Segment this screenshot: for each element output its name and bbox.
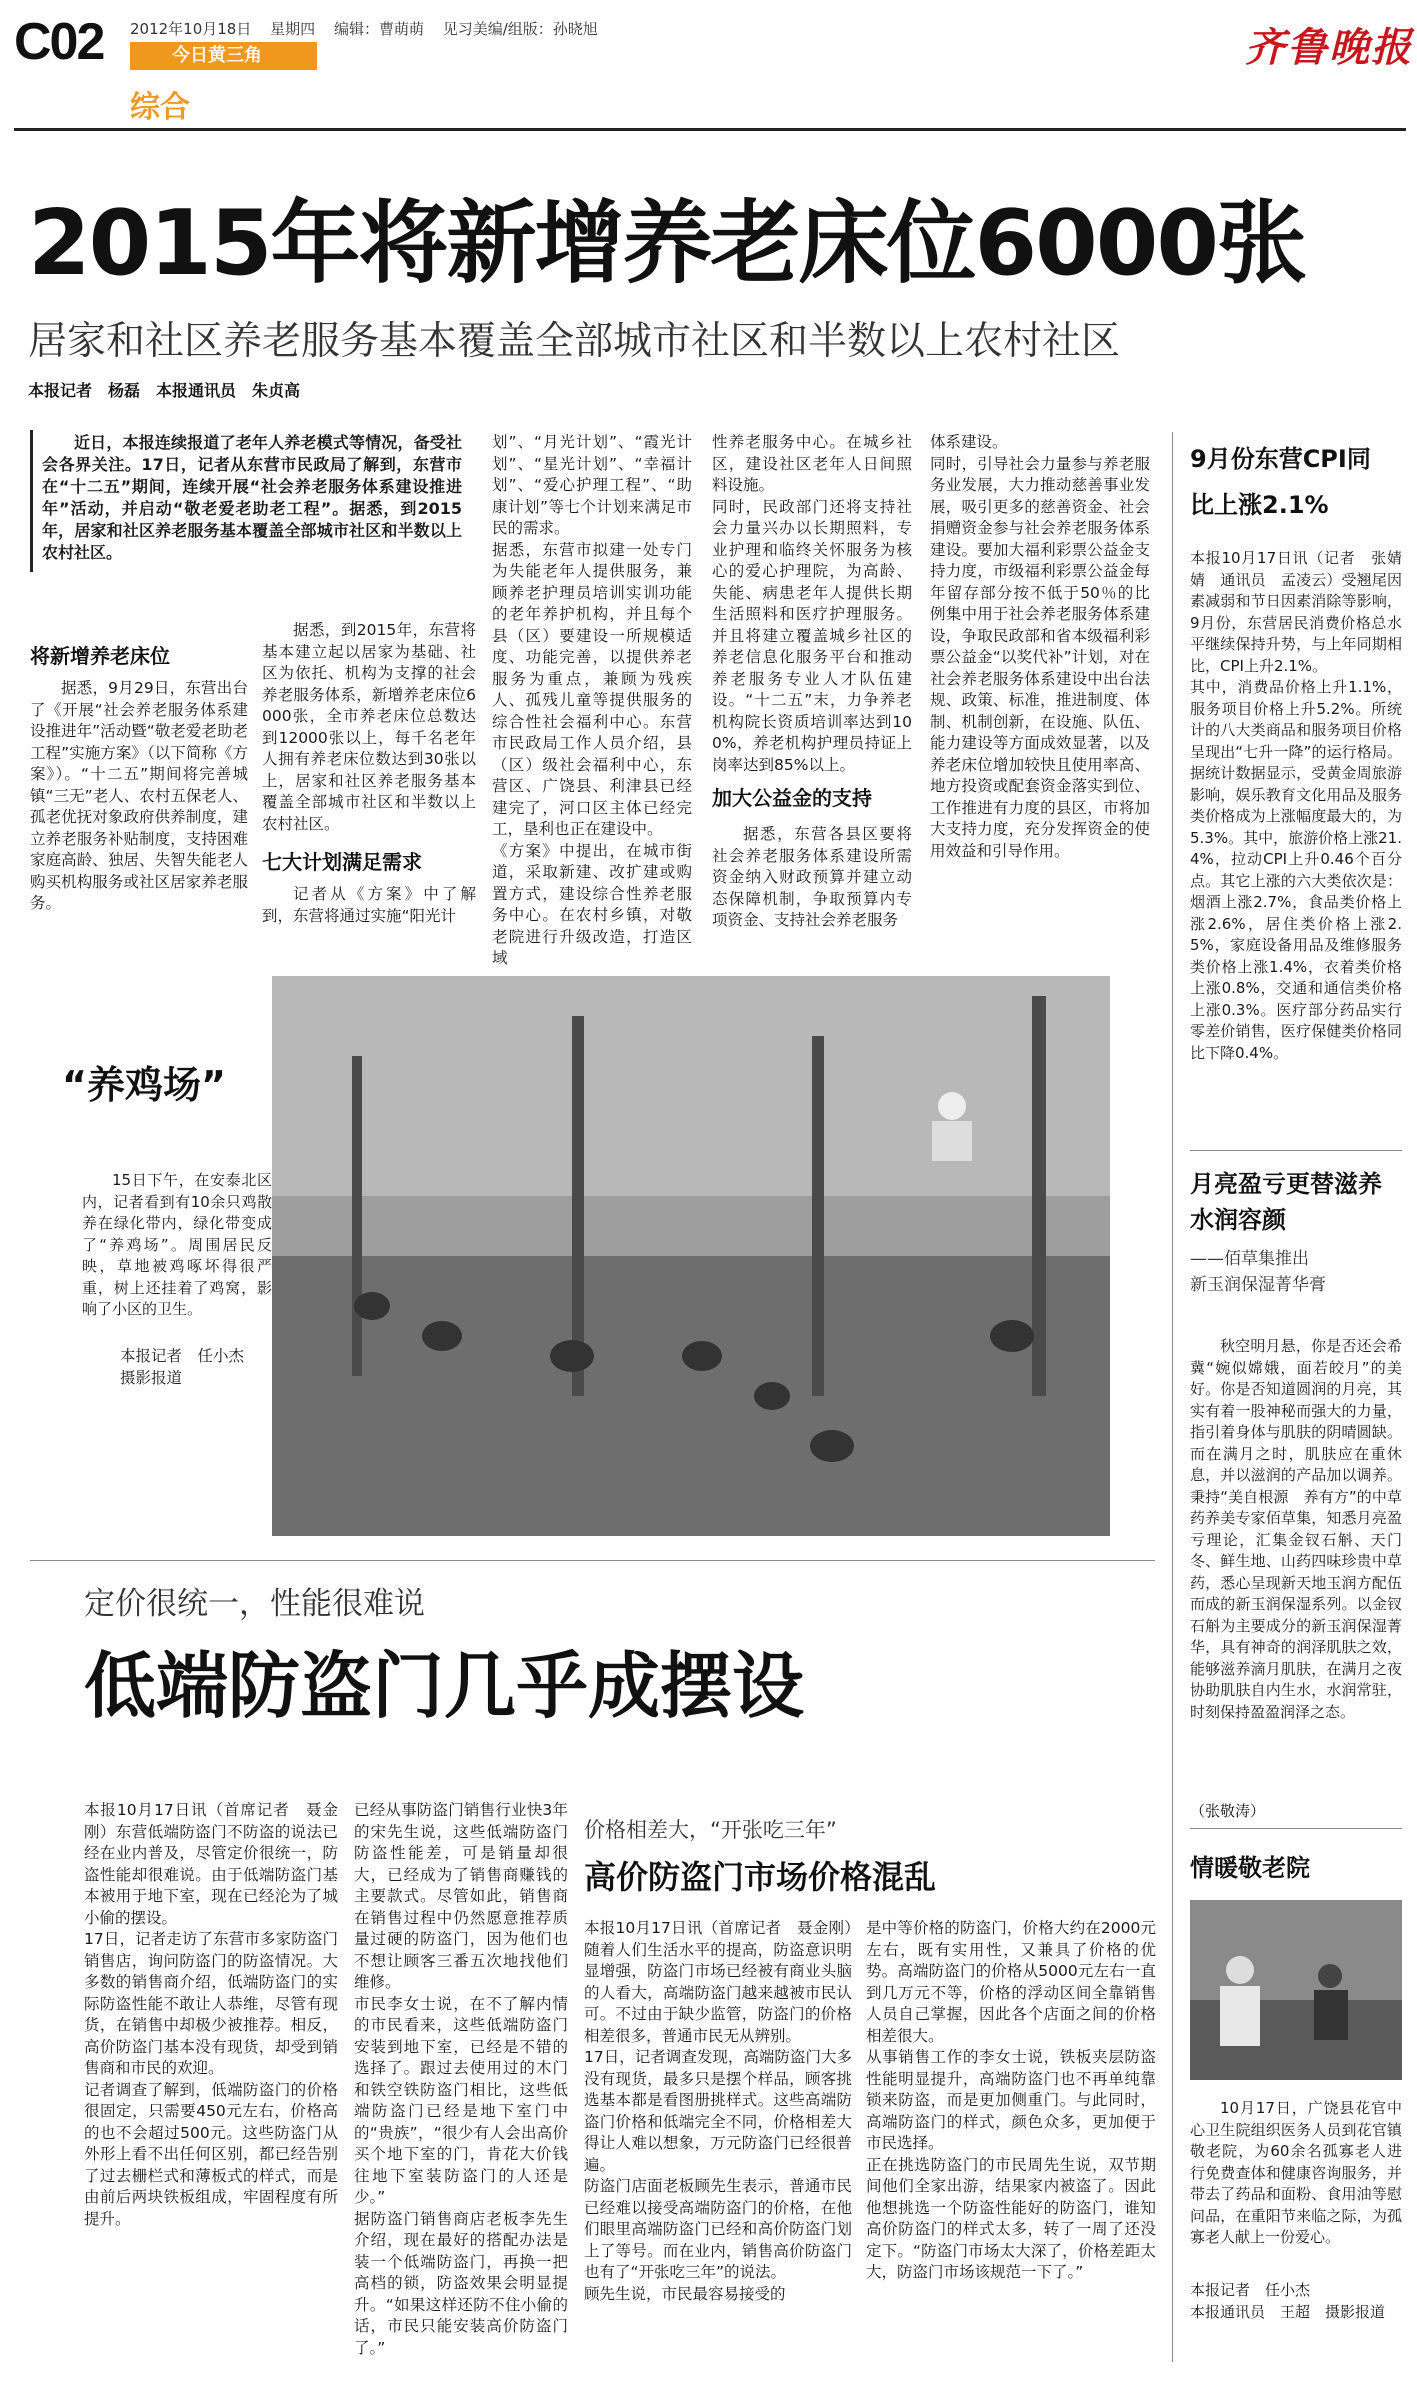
ad-author: （张敬涛） [1190,1802,1266,1820]
section-banner-text: 今日黄三角 [172,45,262,66]
header-rule [14,128,1406,131]
subtitle-plans: 七大计划满足需求 [262,850,422,874]
door-headline: 低端防盗门几乎成摆设 [84,1644,805,1728]
photo-caption: 15日下午，在安泰北区内，记者看到有10余只鸡散养在绿化带内，绿化带变成了“养鸡场”。周围居民反映，草地被鸡啄坏得很严重，树上还挂着了鸡窝，影响了小区的卫生。 [82,1171,272,1318]
cpi-headline [1190,436,1390,528]
nursing-photo [1190,1900,1402,2080]
lead-col3: 划”、“月光计划”、“霞光计划”、“星光计划”、“幸福计划”、“爱心护理工程”、“助康计划”等七个计划来满足市民的需求。 据悉，东营市拟建一处专门为失能老年人提供服务，兼顾养老护理员培训实训功能的老年养护机构，并且每个县（区）要建设一所规模适度、功能完善，以提供养老服务为重点，兼顾为残疾人、孤残儿童等提供服务的综合性社会福利中心。东营市民政局工作人员介绍，县（区）级社会福利中心，东营区、广饶县、利津县已经建完了，河口区主体已经完工，垦利也正在建设中。 《方案》中提出，在城市街道，采取新建、改扩建或购置方式，建设综合性养老服务中心。在农村乡镇，对敬老院进行升级改造，打造区域 [492,433,692,967]
sidebar-rule [1172,432,1173,2362]
intro-rule [30,430,33,572]
door-kicker: 定价很统一，性能很难说 [84,1586,425,1622]
lead-subhead: 居家和社区养老服务基本覆盖全部城市社区和半数以上农村社区 [28,319,1121,364]
date: 2012年10月18日 [130,20,252,38]
door-kicker2: 价格相差大，“开张吃三年” [584,1818,837,1842]
lead-col1: 据悉，9月29日，东营出台了《开展“社会养老服务体系建设推进年”活动暨“敬老爱老助老工程”实施方案》（以下简称《方案》）。“十二五”期间将完善城镇“三无”老人、农村五保老人、孤老优抚对象政府供养制度，建立养老服务补贴制度，支持困难家庭高龄、独居、失智失能老人购买机构服务或社区居家养老服务。 [30,679,248,912]
door-col1: 本报10月17日讯（首席记者 聂金刚）东营低端防盗门不防盗的说法已经在业内普及，尽管定价很统一，防盗性能却很难说。由于低端防盗门基本被用于地下室，现在已经沦为了城小偷的摆设。 17日，记者走访了东营市多家防盗门销售店，询问防盗门的防盗情况。大多数的销售商介绍，低端防盗门的实际防盗性能不敢让人恭维，尽管有现货，在销售中却极少被推荐。相反，高价防盗门基本没有现货，却受到销售商和市民的欢迎。 记者调查了解到，低端防盗门的价格很固定，只需要450元左右，价格高的也不会超过500元。这些防盗门从外形上看不出任何区别，都已经告别了过去栅栏式和薄板式的样式，而是由前后两块铁板组成，牢固程度有所提升。 [84,1801,338,2228]
ad-sub1: ——佰草集推出 [1190,1249,1309,1269]
nursing-text: 10月17日，广饶县花官中心卫生院组织医务人员到花官镇敬老院，为60余名孤寡老人进行免费查体和健康咨询服务，并带去了药品和面粉、食用油等慰问品，在重阳节来临之际，为孤寡老人献上一份爱心。 [1190,2099,1402,2246]
ad-text: 秋空明月悬，你是否还会希冀“婉似嫦娥，面若皎月”的美好。你是否知道圆润的月亮，其实有着一股神秘而强大的力量，指引着身体与肌肤的阴晴圆缺。而在满月之时，肌肤应在重休息，并以滋润的产品加以调养。秉持“美自根源 养有方”的中草药养美专家佰草集，知悉月亮盈亏理论，汇集金钗石斛、天门冬、鲜生地、山药四味珍贵中草药，悉心呈现新天地玉润方配伍而成的新玉润保湿系列。以金钗石斛为主要成分的新玉润保湿菁华，具有神奇的润泽肌肤之效，能够滋养滴月肌肤，在满月之夜协助肌肤自内生水，水润常驻，时刻保持盈盈润泽之态。 [1190,1337,1402,1721]
door-col3: 本报10月17日讯（首席记者 聂金刚）随着人们生活水平的提高，防盗意识明显增强，防盗门市场已经被有商业头脑的人看大，高端防盗门越来越被市民认可。不过由于缺少监管，防盗门的价格相差很多，普通市民无从辨别。 17日，记者调查发现，高端防盗门大多没有现货，最多只是摆个样品，顾客挑选基本都是看图册挑样式。这些高端防盗门价格和低端完全不同，价格相差大得让人难以想象，万元防盗门已经很普遍。 防盗门店面老板顾先生表示，普通市民已经难以接受高端防盗门的价格，在他们眼里高端防盗门已经和高价防盗门划上了等号。而在业内，销售高价防盗门也有了“开张吃三年”的说法。 顾先生说，市民最容易接受的 [584,1919,852,2303]
issue-date [130,18,598,39]
section-name: 综合 [130,90,190,125]
door-col2: 已经从事防盗门销售行业快3年的宋先生说，这些低端防盗门防盗性能差，可是销量却很大，已经成为了销售商赚钱的主要款式。尽管如此，销售商在销售过程中仍然愿意推荐质量过硬的防盗门，因为他们也不想让顾客三番五次地找他们维修。 市民李女士说，在不了解内情的市民看来，这些低端防盗门安装到地下室，已经是不错的选择了。跟过去使用过的木门和铁空铁防盗门相比，这些低端防盗门已经是地下室门中的“贵族”，“很少有人会出高价买个地下室的门，肯花大价钱往地下室装防盗门的人还是少。” 据防盗门销售商店老板李先生介绍，现在最好的搭配办法是装一个低端防盗门，再换一把高档的锁，防盗效果会明显提升。“如果这样还防不住小偷的话，市民只能安装高价防盗门了。” [354,1801,568,2357]
cpi-text: 本报10月17日讯（记者 张婧婧 通讯员 孟凌云）受翘尾因素减弱和节日因素消除等影响，9月份，东营居民消费价格总水平继续保持升势，与上年同期相比，CPI上升2.1%。 其中，消费品价格上升1.1%，服务项目价格上升5.2%。所统计的八大类商品和服务项目价格呈现出“七升一降”的运行格局。据统计数据显示，受黄金周旅游影响，娱乐教育文化用品及服务类价格成为上涨幅度最大的，为5.3%。其中，旅游价格上涨21.4%，拉动CPI上升0.46个百分点。其它上涨的六大类依次是：烟酒上涨2.7%，食品类价格上涨2.6%，居住类价格上涨2.5%，家庭设备用品及维修服务类价格上涨1.4%，衣着类价格上涨0.8%，交通和通信类价格上涨0.3%。医疗部分药品实行零差价销售，医疗保健类价格同比下降0.4%。 [1190,549,1402,1062]
nursing-headline: 情暖敬老院 [1190,1854,1310,1882]
nursing-rule [1190,1828,1402,1829]
lead-col4b: 据悉，东营各县区要将社会养老服务体系建设所需资金纳入财政预算并建立动态保障机制，争取预算内专项资金、支持社会养老服务 [712,825,912,929]
photo-title: “养鸡场” [62,1063,226,1107]
ad-headline [1190,1166,1390,1238]
cpi-headline-text: 9月份东营CPI同比上涨2.1% [1190,445,1371,519]
subtitle-beds: 将新增养老床位 [30,644,170,668]
lead-byline: 本报记者 杨磊 本报通讯员 朱贞高 [28,381,301,400]
masthead-logo: 齐鲁晚报 [1245,24,1413,71]
lead-intro: 近日，本报连续报道了老年人养老模式等情况，备受社会各界关注。17日，记者从东营市民政局了解到，东营市在“十二五”期间，连续开展“社会养老服务体系建设推进年”活动，并启动“敬老爱老助老工程”。据悉，到2015年，居家和社区养老服务基本覆盖全部城市社区和半数以上农村社区。 [42,433,462,562]
weekday: 星期四 [270,20,316,38]
page-number: C02 [14,13,104,71]
ad-rule [1190,1150,1402,1151]
photo-credit: 本报记者 任小杰 摄影报道 [120,1347,245,1387]
photo-illustration [272,976,1110,1536]
ad-sub2: 新玉润保湿菁华膏 [1190,1275,1326,1295]
editor: 编辑：曹萌萌 [333,20,424,38]
ad-headline-text: 月亮盈亏更替滋养水润容颜 [1190,1170,1382,1234]
lead-col5: 体系建设。 同时，引导社会力量参与养老服务业发展，大力推动慈善事业发展，吸引更多的慈善资金、社会捐赠资金参与社会养老服务体系建设。要加大福利彩票公益金支持力度，市级福利彩票公益金每年留存部分按不低于50％的比例集中用于社会养老服务体系建设，争取民政部和省本级福利彩票公益金“以奖代补”计划，对在社会养老服务体系建设中出台法规、政策、标准，推进制度、体制、机制创新，在设施、队伍、能力建设等方面成效显著，以及养老床位增加较快且使用率高、地方投资或配套资金落实到位、工作推进有力度的县区，市将加大支持力度，充分发挥资金的使用效益和引导作用。 [930,433,1150,860]
door-headline2: 高价防盗门市场价格混乱 [584,1858,937,1896]
designer: 见习美编/组版：孙晓旭 [442,20,598,38]
door-rule [30,1560,1155,1561]
nursing-illustration [1190,1900,1402,2080]
nursing-credit: 本报记者 任小杰 本报通讯员 王超 摄影报道 [1190,2281,1386,2321]
door-col4: 是中等价格的防盗门，价格大约在2000元左右，既有实用性，又兼具了价格的优势。高端防盗门的价格从5000元左右一直到几万元不等，价格的浮动区间全靠销售人员自己掌握，因此各个店面之间的价格相差很大。 从事销售工作的李女士说，铁板夹层防盗性能明显提升，高端防盗门也不再单纯靠锁来防盗，而是更加侧重门。与此同时，高端防盗门的样式，颜色众多，更加便于市民选择。 正在挑选防盗门的市民周先生说，双节期间他们全家出游，结果家内被盗了。因此他想挑选一个防盗性能好的防盗门，谁知高价防盗门的样式太多，转了一周了还没定下。“防盗门市场太大深了，价格差距太大，防盗门市场该规范一下了。” [866,1919,1156,2281]
lead-headline: 2015年将新增养老床位6000张 [28,191,1305,296]
subtitle-funds: 加大公益金的支持 [712,786,872,810]
lead-col2a: 据悉，到2015年，东营将基本建立起以居家为基础、社区为依托、机构为支撑的社会养老服务体系，新增养老床位6000张，全市养老床位总数达到12000张以上，每千名老年人拥有养老床位数达到30张以上，居家和社区养老服务基本覆盖全部城市社区和半数以上农村社区。 [262,621,476,833]
section-banner [130,42,317,70]
chicken-photo [272,976,1110,1536]
lead-col4a: 性养老服务中心。在城乡社区，建设社区老年人日间照料设施。 同时，民政部门还将支持社会力量兴办以长期照料，专业护理和临终关怀服务为核心的爱心护理院，为高龄、失能、病患老年人提供长期生活照料和医疗护理服务。并且将建立覆盖城乡社区的养老信息化服务平台和推动养老服务专业人才队伍建设。“十二五”末，力争养老机构院长资质培训率达到100%，养老机构护理员持证上岗率达到85%以上。 [712,433,912,774]
lead-col2b: 记者从《方案》中了解到，东营将通过实施“阳光计 [262,885,476,925]
